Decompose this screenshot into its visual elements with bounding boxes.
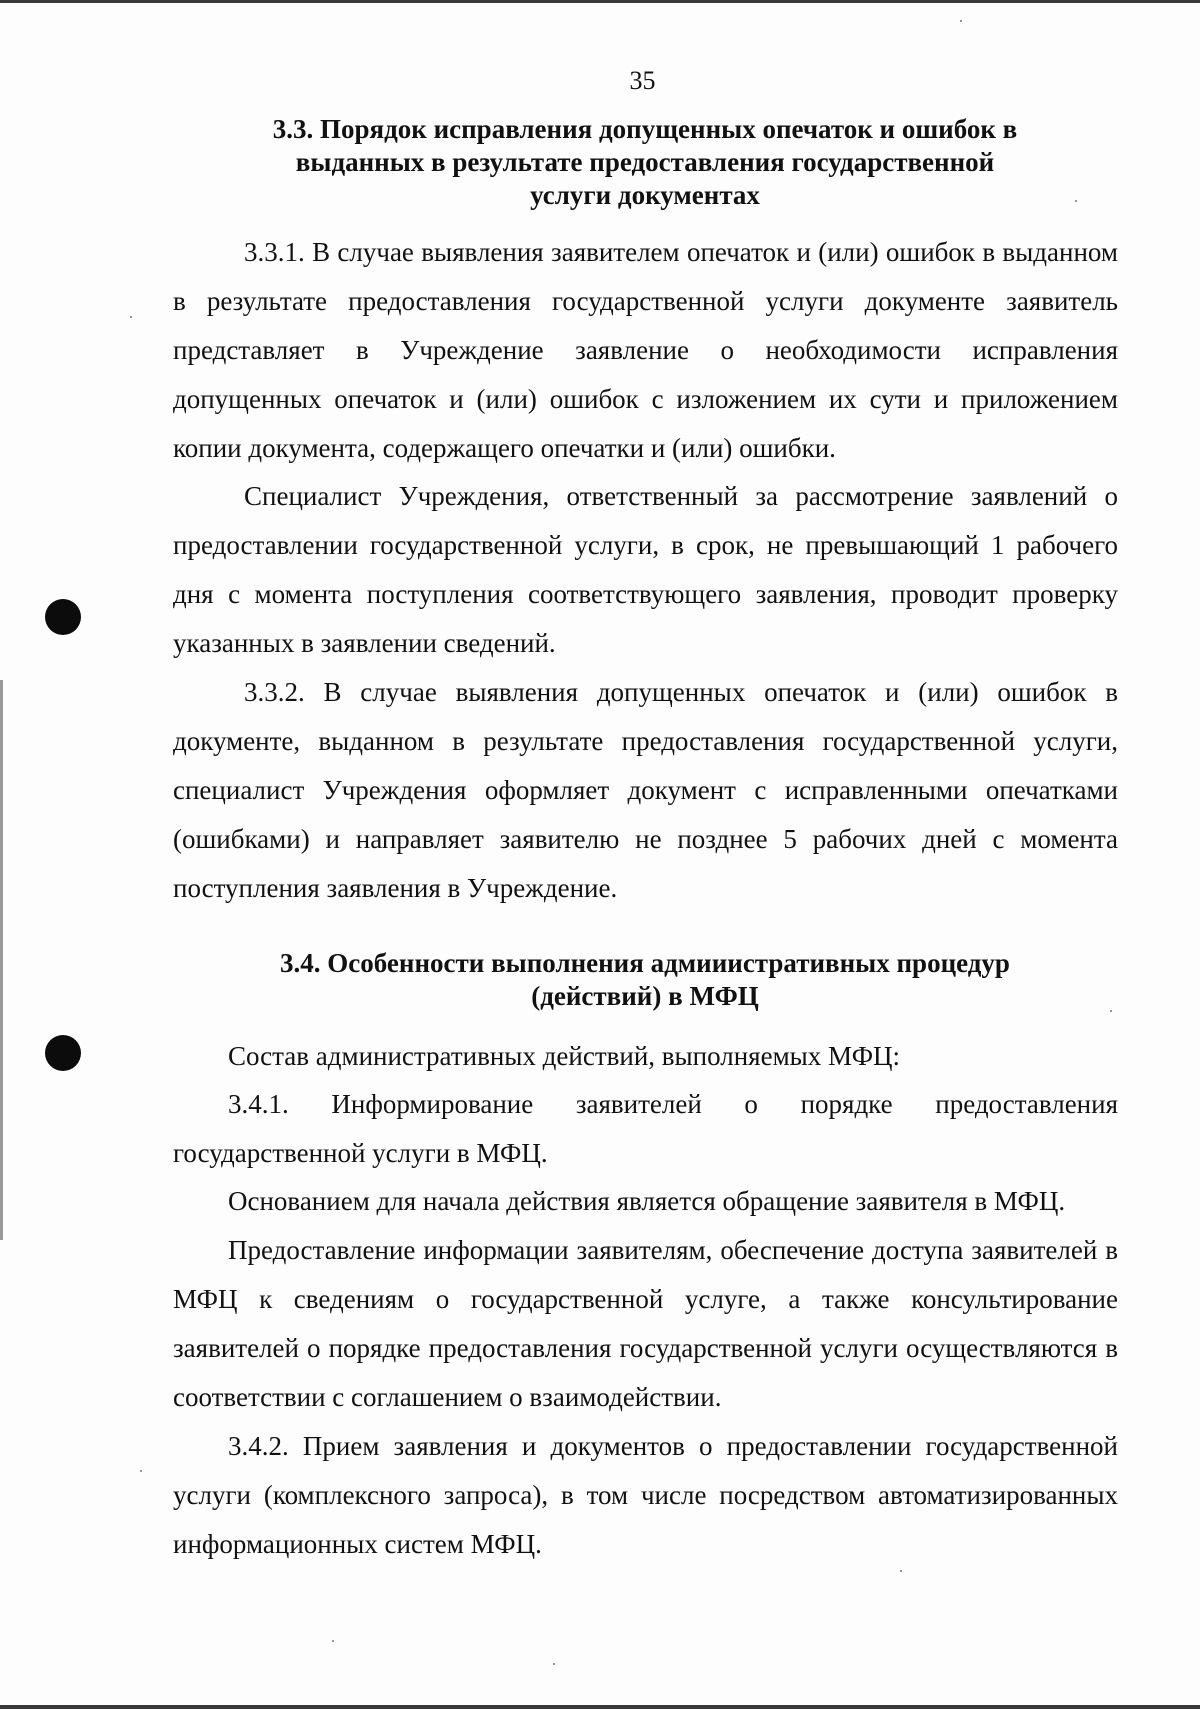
section-heading-3-3 bbox=[200, 113, 1090, 212]
scan-speck bbox=[130, 316, 132, 318]
paragraph-3-3-2: 3.3.2. В случае выявления допущенных опечаток и (или) ошибок в документе, выданном в результате предоставления государственной услуги, специалист Учреждения оформляет документ с исправленными опечатками (ошибками) и направляет заявителю не позднее 5 рабочих дней с момента поступления заявления в Учреждение. bbox=[173, 677, 1118, 903]
scan-speck bbox=[332, 1640, 334, 1642]
scan-speck bbox=[553, 1663, 555, 1665]
punch-hole bbox=[45, 1035, 81, 1071]
scan-speck bbox=[1110, 1010, 1112, 1012]
paragraph-mfc-actions: Состав административных действий, выполняемых МФЦ: bbox=[228, 1041, 901, 1071]
paragraph-specialist-check: Специалист Учреждения, ответственный за рассмотрение заявлений о предоставлении государственной услуги, в срок, не превышающий 1 рабочего дня с момента поступления соответствующего заявления, проводит проверку указанных в заявлении сведений. bbox=[173, 481, 1118, 658]
page-number: 35 bbox=[629, 66, 656, 95]
scan-speck bbox=[900, 1570, 902, 1572]
heading-line: (действий) в МФЦ bbox=[531, 981, 759, 1011]
paragraph-3-3-1: 3.3.1. В случае выявления заявителем опечаток и (или) ошибок в выданном в результате предоставления государственной услуги документе заявитель представляет в Учреждение заявление о необходимости исправления допущенных опечаток и (или) ошибок с изложением их сути и приложением копии документа, содержащего опечатки и (или) ошибки. bbox=[173, 237, 1118, 463]
scan-edge-left bbox=[0, 680, 3, 1240]
paragraph-basis: Основанием для начала действия является обращение заявителя в МФЦ. bbox=[228, 1186, 1066, 1216]
heading-line: выданных в результате предоставления государственной bbox=[295, 147, 995, 177]
scan-edge-top bbox=[0, 0, 1200, 3]
heading-line: 3.4. Особенности выполнения адмиииcтративных процедур bbox=[280, 948, 1010, 978]
section-heading-3-4 bbox=[220, 947, 1070, 1013]
paragraph-information: Предоставление информации заявителям, обеспечение доступа заявителей в МФЦ к сведениям о государственной услуге, а также консультирование заявителей о порядке предоставления государственной услуги осуществляются в соответствии с соглашением о взаимодействии. bbox=[173, 1235, 1118, 1412]
scan-speck bbox=[1075, 200, 1077, 202]
heading-line: услуги документах bbox=[530, 180, 760, 210]
punch-hole bbox=[45, 599, 81, 635]
paragraph-3-4-2: 3.4.2. Прием заявления и документов о предоставлении государственной услуги (комплексного запроса), в том числе посредством автоматизированных информационных систем МФЦ. bbox=[173, 1431, 1118, 1559]
heading-line: 3.3. Порядок исправления допущенных опечаток и ошибок в bbox=[272, 114, 1018, 144]
paragraph-3-4-1: 3.4.1. Информирование заявителей о порядке предоставления государственной услуги в МФЦ. bbox=[173, 1089, 1118, 1168]
scan-edge-bottom bbox=[0, 1705, 1200, 1709]
scan-speck bbox=[140, 1470, 142, 1472]
scan-speck bbox=[960, 20, 962, 22]
